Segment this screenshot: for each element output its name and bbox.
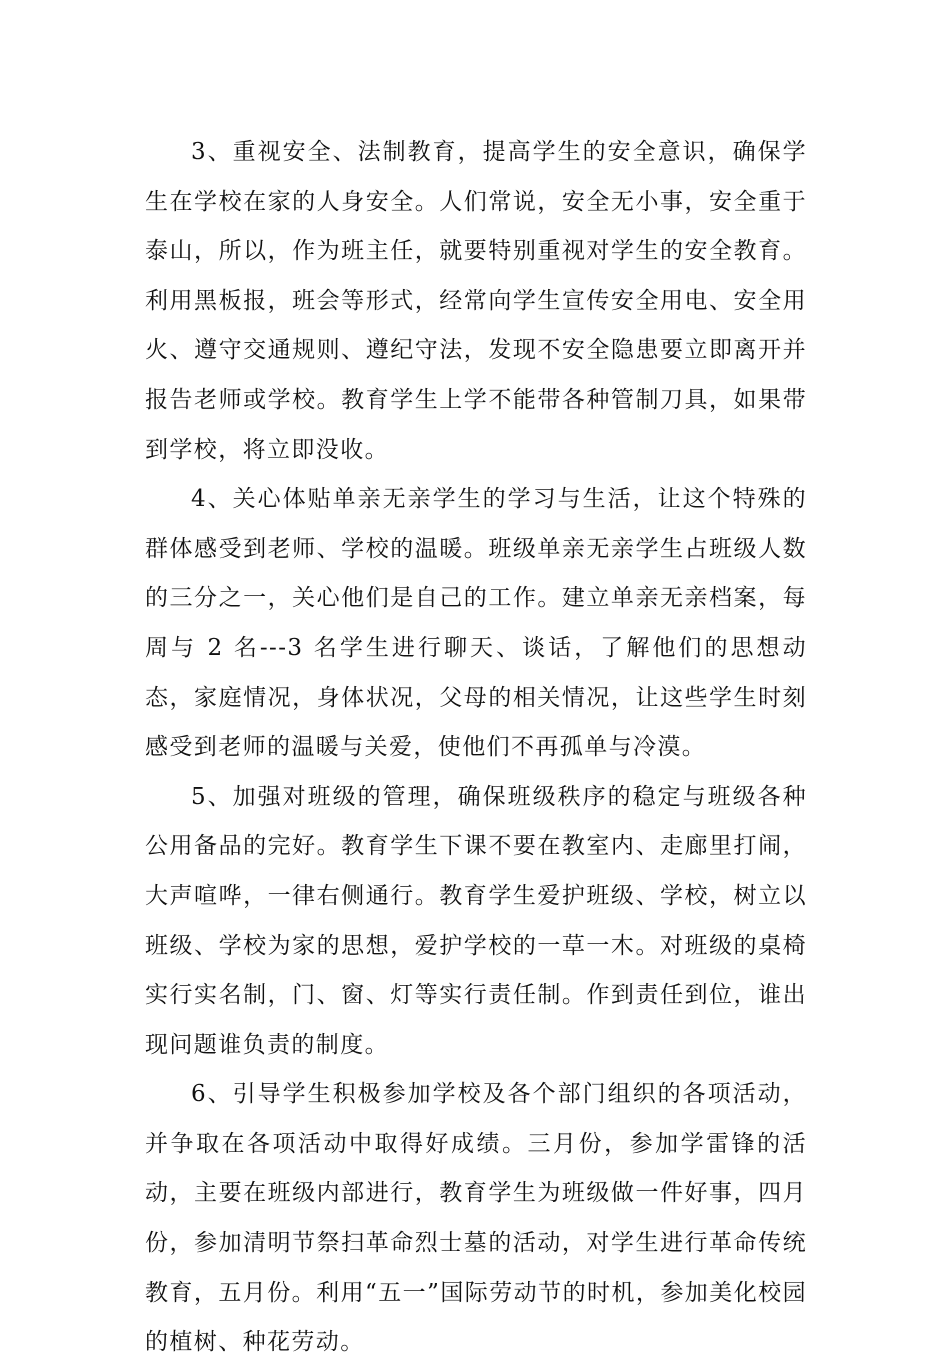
- paragraph-single-parent-care: 4、关心体贴单亲无亲学生的学习与生活，让这个特殊的群体感受到老师、学校的温暖。班级单亲无亲学生占班级人数的三分之一，关心他们是自己的工作。建立单亲无亲档案，每周与 2 名---3 名学生进行聊天、谈话，了解他们的思想动态，家庭情况，身体状况，父母的相关情况，让这些学生时刻感受到老师的温暖与关爱，使他们不再孤单与冷漠。: [145, 486, 807, 761]
- paragraph-safety-education: 3、重视安全、法制教育，提高学生的安全意识，确保学生在学校在家的人身安全。人们常说，安全无小事，安全重于泰山，所以，作为班主任，就要特别重视对学生的安全教育。利用黑板报，班会等形式，经常向学生宣传安全用电、安全用火、遵守交通规则、遵纪守法，发现不安全隐患要立即离开并报告老师或学校。教育学生上学不能带各种管制刀具，如果带到学校，将立即没收。: [145, 139, 807, 463]
- paragraph-school-activities: 6、引导学生积极参加学校及各个部门组织的各项活动，并争取在各项活动中取得好成绩。三月份，参加学雷锋的活动，主要在班级内部进行，教育学生为班级做一件好事，四月份，参加清明节祭扫革命烈士墓的活动，对学生进行革命传统教育，五月份。利用“五一”国际劳动节的时机，参加美化校园的植树、种花劳动。: [145, 1081, 807, 1356]
- document-body: [145, 128, 807, 1368]
- paragraph-class-management: 5、加强对班级的管理，确保班级秩序的稳定与班级各种公用备品的完好。教育学生下课不要在教室内、走廊里打闹，大声喧哗，一律右侧通行。教育学生爱护班级、学校，树立以班级、学校为家的思想，爱护学校的一草一木。对班级的桌椅实行实名制，门、窗、灯等实行责任制。作到责任到位，谁出现问题谁负责的制度。: [145, 783, 807, 1058]
